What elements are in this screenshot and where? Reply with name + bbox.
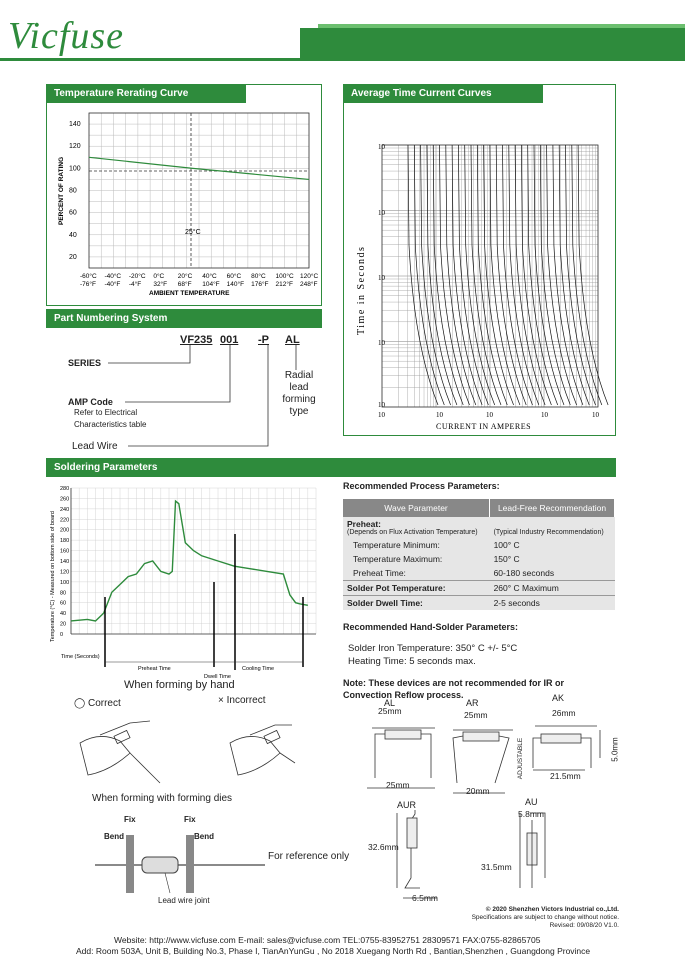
forming-dies-title: When forming with forming dies: [92, 793, 233, 804]
rerating-title: Temperature Rerating Curve: [46, 84, 246, 103]
temp-max-value: 150° C: [490, 552, 615, 566]
rerating-xtick-f: 32°F: [153, 281, 168, 288]
atc-ytick: 10: [378, 209, 385, 217]
lead-joint-label: Lead wire joint: [158, 896, 210, 905]
atc-curve: [566, 145, 596, 405]
atc-xlabel: CURRENT IN AMPERES: [436, 422, 532, 431]
lead-word: lead: [289, 382, 309, 393]
soldering-title: Soldering Parameters: [46, 458, 616, 477]
rerating-xtick-c: -20°C: [128, 273, 146, 280]
atc-xtick: 10: [436, 411, 443, 419]
atc-curve: [572, 145, 602, 405]
correct-label: [74, 698, 121, 709]
dwell-time-row-label: Solder Dwell Time:: [343, 596, 490, 611]
amp-desc-2: Characteristics table: [74, 420, 147, 429]
type-au: AU: [525, 797, 538, 807]
incorrect-text: Incorrect: [226, 695, 266, 706]
contact-line: Website: http://www.vicfuse.com E-mail: sales@vicfuse.com TEL:0755-83952751 28309571 FAX:0755-82865705: [114, 935, 541, 945]
solder-ytick: 20: [60, 621, 67, 628]
reference-note: For reference only: [268, 851, 350, 862]
correct-circle-icon: ◯: [74, 698, 86, 709]
type-ak: AK: [552, 693, 565, 703]
rerating-xtick-c: 40°C: [202, 273, 217, 280]
heating-time: Heating Time: 5 seconds max.: [348, 656, 476, 667]
rerating-xtick-c: 20°C: [177, 273, 193, 280]
rerating-ytick: 140: [69, 121, 81, 129]
solder-profile-chart: [46, 482, 336, 682]
dim-ak-top: 26mm: [552, 708, 576, 718]
fix-right: Fix: [184, 815, 196, 824]
solder-ytick: 60: [60, 600, 67, 607]
rerating-xtick-f: 104°F: [202, 281, 220, 288]
atc-xtick: 10: [592, 411, 599, 419]
dim-ar-bottom: 20mm: [466, 786, 490, 796]
solder-ytick: 80: [60, 590, 67, 597]
bend-right: Bend: [194, 832, 214, 841]
rerating-xtick-f: -40°F: [104, 281, 121, 288]
temp-max-label: Temperature Maximum:: [343, 552, 490, 566]
atc-curve: [559, 145, 589, 405]
preheat-note-2: (Typical Industry Recommendation): [490, 517, 615, 538]
forming-hand-title: When forming by hand: [124, 679, 235, 691]
rerating-xtick-c: -40°C: [104, 273, 122, 280]
address-text: Room 503A, Unit B, Building No.3, Phase I, TianAnYunGu , No 2018 Xuegang North Rd , Bantian,Shenzhen , Guangdong Province: [95, 946, 591, 956]
solder-ytick: 240: [60, 506, 70, 513]
rerating-xtick-f: 248°F: [300, 281, 318, 288]
rerating-xtick-c: 0°C: [153, 273, 165, 280]
solder-ytick: 0: [60, 632, 64, 638]
avg-time-chart: [346, 105, 614, 435]
address-label: Add:: [76, 946, 94, 956]
rerating-ytick: 60: [69, 209, 77, 217]
copyright: © 2020 Shenzhen Victors Industrial co.,Ltd.: [485, 906, 619, 913]
rerating-ytick: 120: [69, 143, 81, 151]
correct-text: Correct: [87, 698, 121, 709]
fix-left: Fix: [124, 815, 136, 824]
lead-types-illustration: [345, 718, 620, 908]
pot-temp-value: 260° C Maximum: [490, 581, 615, 596]
rerating-xlabel: AMBIENT TEMPERATURE: [149, 290, 230, 297]
atc-ytick: 10: [378, 143, 385, 151]
address-line: [76, 946, 590, 956]
dwell-time-value: 2-5 seconds: [490, 596, 615, 611]
rerating-xtick-c: 80°C: [251, 273, 266, 280]
rerating-xtick-f: -76°F: [80, 281, 96, 288]
bend-left: Bend: [104, 832, 124, 841]
dim-ar-top: 25mm: [464, 710, 488, 720]
temp-min-value: 100° C: [490, 538, 615, 552]
rerating-xtick-c: -60°C: [80, 273, 97, 280]
avg-time-title: Average Time Current Curves: [343, 84, 543, 103]
rerating-xtick-c: 60°C: [226, 273, 242, 280]
atc-xtick: 10: [378, 411, 385, 419]
process-table: [343, 499, 615, 610]
rerating-ylabel: PERCENT OF RATING: [58, 156, 65, 225]
preheat-time-row-label: Preheat Time:: [343, 566, 490, 581]
rerating-ytick: 80: [69, 187, 77, 195]
amp-desc-1: Refer to Electrical: [74, 408, 138, 417]
revised: Revised: 09/08/20 V1.0.: [549, 922, 619, 929]
rerating-marker: 25°C: [185, 229, 201, 236]
dim-au-side: 31.5mm: [481, 862, 512, 872]
solder-ytick: 160: [60, 548, 70, 555]
lead-wire-label: Lead Wire: [72, 441, 118, 452]
solder-ytick: 180: [60, 538, 70, 545]
cooling-time-label: Cooling Time: [242, 666, 275, 672]
solder-ytick: 280: [60, 486, 70, 492]
dim-aur-side: 32.6mm: [368, 842, 399, 852]
part-code-p: -P: [258, 334, 269, 346]
rerating-xtick-f: 140°F: [226, 281, 245, 288]
pot-temp-label: Solder Pot Temperature:: [343, 581, 490, 596]
dies-illustration: [90, 825, 270, 900]
incorrect-label: [218, 695, 266, 706]
type-ar: AR: [466, 698, 479, 708]
temp-min-label: Temperature Minimum:: [343, 538, 490, 552]
hand-title: Recommended Hand-Solder Parameters:: [343, 622, 519, 632]
rerating-xtick-f: 68°F: [177, 281, 192, 288]
preheat-heading: [343, 517, 490, 538]
radial-word: Radial: [284, 370, 314, 381]
preheat-time-value: 60-180 seconds: [490, 566, 615, 581]
dim-au-top: 5.8mm: [518, 809, 544, 819]
atc-curve: [578, 145, 608, 405]
rerating-ytick: 20: [69, 253, 77, 261]
solder-ytick: 120: [60, 569, 70, 576]
dim-al-bottom: 25mm: [386, 780, 410, 790]
process-col-wave: Wave Parameter: [343, 499, 490, 517]
atc-ytick: 10: [378, 339, 385, 347]
brand-logo: Vicfuse: [8, 15, 125, 57]
incorrect-cross-icon: ×: [218, 695, 224, 706]
atc-xtick: 10: [486, 411, 493, 419]
adjustable-label: ADJUSTABLE: [517, 737, 525, 780]
forming-word: forming: [282, 394, 316, 405]
rerating-xtick-f: 176°F: [251, 281, 269, 288]
solder-ytick: 220: [60, 517, 70, 524]
note-text: Note: These devices are not recommended for IR or Convection Reflow process.: [343, 678, 565, 700]
preheat-time-label: Preheat Time: [138, 666, 171, 672]
part-code-al: AL: [285, 334, 300, 346]
solder-ytick: 100: [60, 579, 70, 586]
atc-ytick: 10: [378, 401, 385, 409]
dim-ak-bottom: 21.5mm: [550, 771, 581, 781]
part-num-title: Part Numbering System: [46, 309, 322, 328]
solder-ytick: 200: [60, 527, 70, 534]
part-code-vf235: VF235: [180, 334, 213, 346]
atc-ytick: 10: [378, 274, 385, 282]
hand-forming-illustration: [70, 713, 310, 788]
rerating-xtick-c: 120°C: [300, 273, 319, 280]
rerating-xtick-f: -4°F: [128, 281, 142, 288]
solder-ytick: 140: [60, 559, 70, 565]
type-al: AL: [384, 698, 396, 708]
amp-code-label: AMP Code: [68, 397, 113, 407]
rerating-ytick: 40: [69, 231, 77, 239]
part-num-connectors: [0, 0, 330, 460]
type-aur: AUR: [397, 800, 417, 810]
dim-al-top: 25mm: [378, 706, 402, 716]
rerating-xtick-c: 100°C: [275, 273, 294, 280]
rerating-xtick-f: 212°F: [275, 281, 293, 288]
spec-note: Specifications are subject to change without notice.: [471, 914, 619, 921]
dwell-time-label: Dwell Time: [204, 674, 231, 680]
solder-ytick: 40: [60, 611, 67, 618]
solder-ylabel: Temperature (°C) - Measured on bottom side of board: [50, 511, 56, 642]
type-word: type: [289, 406, 309, 417]
process-title: Recommended Process Parameters:: [343, 481, 500, 491]
iron-temp: Solder Iron Temperature: 350° C +/- 5°C: [348, 643, 518, 654]
atc-xtick: 10: [541, 411, 548, 419]
preheat-note: (Depends on Flux Activation Temperature): [347, 529, 478, 536]
dim-ak-side: 5.0mm: [610, 737, 620, 762]
atc-ylabel: Time in Seconds: [356, 245, 367, 335]
part-code-amp: 001: [220, 334, 239, 346]
header-band: [300, 28, 685, 58]
process-col-leadfree: Lead-Free Recommendation: [490, 499, 615, 517]
series-label: SERIES: [68, 358, 102, 368]
preheat-title: Preheat:: [347, 519, 382, 529]
rerating-ytick: 100: [69, 165, 81, 173]
solder-ytick: 260: [60, 496, 70, 503]
avg-time-section: [343, 84, 616, 436]
solder-xlabel: Time (Seconds): [61, 654, 100, 660]
dim-aur-bottom: 6.5mm: [412, 893, 438, 903]
